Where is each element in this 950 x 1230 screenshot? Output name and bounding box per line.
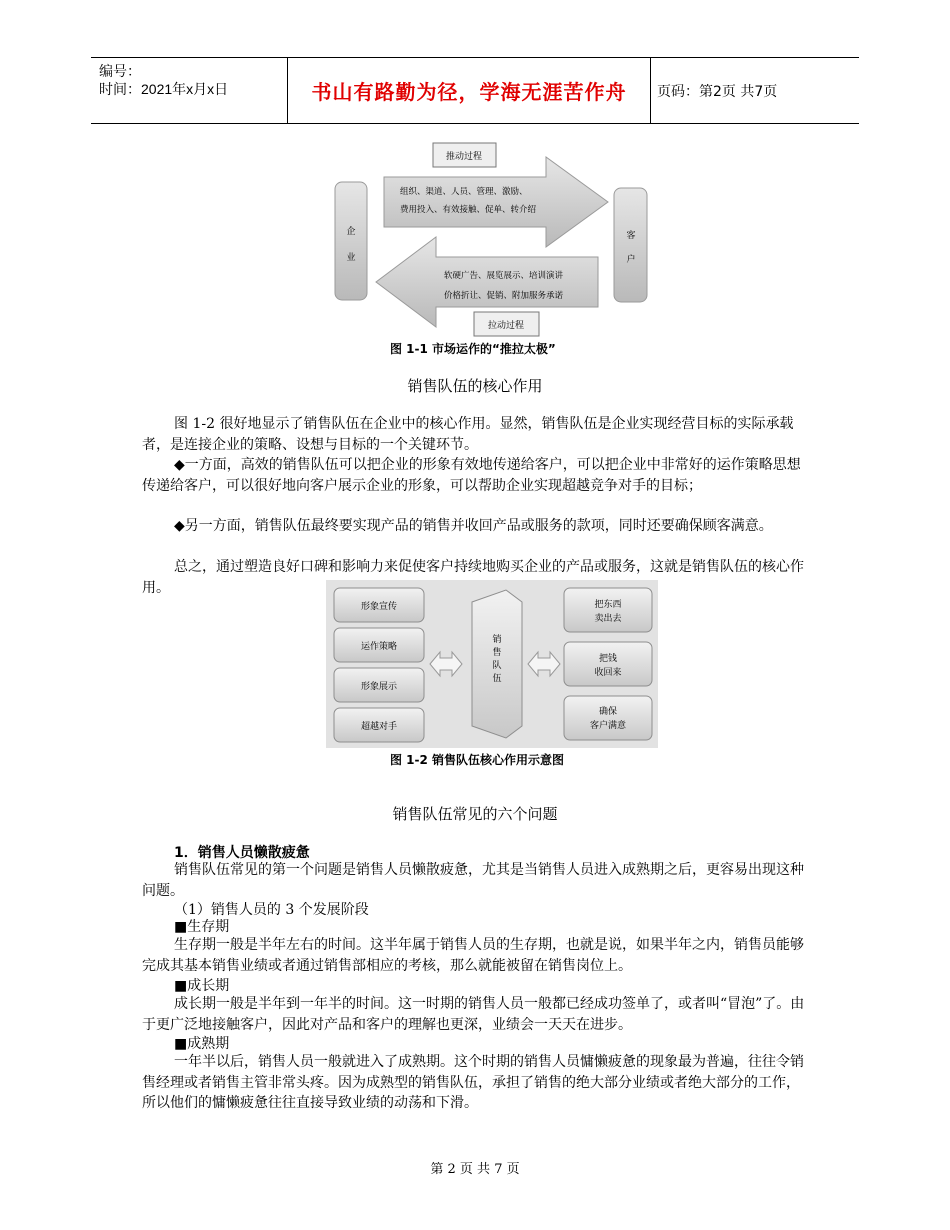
left-box-1 — [334, 588, 424, 622]
header-motto-cell — [287, 58, 651, 123]
section2-paragraph-1: 销售队伍常见的第一个问题是销售人员懒散疲惫，尤其是当销售人员进入成熟期之后，更容易出现这种问题。 — [142, 862, 804, 899]
section2-paragraph-5: 一年半以后，销售人员一般就进入了成熟期。这个时期的销售人员慵懒疲惫的现象最为普遍，往往令销售经理或者销售主管非常头疼。因为成熟型的销售队伍，承担了销售的绝大部分业绩或者绝大部分的工作，所以他们的慵懒疲惫往往直接导致业绩的动荡和下滑。 — [142, 1054, 804, 1111]
section2-paragraph-2: （1）销售人员的 3 个发展阶段 — [174, 902, 369, 918]
date-line: 时间：2021年x月x日 — [99, 81, 229, 97]
svg-text:收回来: 收回来 — [594, 668, 622, 678]
header-meta-cell — [91, 58, 287, 123]
section1-paragraph-1: 图 1-2 很好地显示了销售队伍在企业中的核心作用。显然，销售队伍是企业实现经营目标的实际承载者，是连接企业的策略、设想与目标的一个关键环节。 — [142, 416, 794, 453]
left-box-2 — [334, 628, 424, 662]
pull-line-1: 软硬广告、展览展示、培训演讲 — [444, 271, 564, 281]
section1-paragraph-4: 总之，通过塑造良好口碑和影响力来促使客户持续地购买企业的产品或服务，这就是销售队伍的核心作用。 — [142, 559, 804, 596]
section1-title: 销售队伍的核心作用 — [407, 377, 543, 395]
pull-label: 拉动过程 — [487, 321, 525, 331]
bullet-survival-stage: ■生存期 — [174, 919, 230, 935]
svg-text:卖出去: 卖出去 — [594, 614, 622, 624]
section1-paragraph-3: ◆另一方面，销售队伍最终要实现产品的销售并收回产品或服务的款项，同时还要确保顾客满意。 — [174, 518, 773, 534]
company-pillar — [335, 182, 367, 300]
number-label: 编号： — [99, 63, 141, 79]
section2-paragraph-4: 成长期一般是半年到一年半的时间。这一时期的销售人员一般都已经成功签单了，或者叫“冒泡”了。由于更广泛地接触客户，因此对产品和客户的理解也更深，业绩会一天天在进步。 — [142, 996, 805, 1033]
section2-title: 销售队伍常见的六个问题 — [392, 805, 558, 823]
page-footer: 第 2 页 共 7 页 — [430, 1162, 520, 1177]
company-char-2: 业 — [346, 253, 356, 263]
company-char-1: 企 — [346, 227, 356, 237]
center-char-3: 队 — [492, 661, 502, 671]
bullet-growth-stage: ■成长期 — [174, 978, 230, 994]
bullet-mature-stage: ■成熟期 — [174, 1036, 230, 1052]
svg-text:客户满意: 客户满意 — [589, 721, 627, 731]
section2-heading-1: 1．销售人员懒散疲惫 — [174, 845, 310, 861]
section2-paragraph-3: 生存期一般是半年左右的时间。这半年属于销售人员的生存期，也就是说，如果半年之内，销售员能够完成其基本销售业绩或者通过销售部相应的考核，那么就能被留在销售岗位上。 — [142, 937, 804, 974]
center-char-4: 伍 — [492, 674, 502, 684]
svg-text:形象展示: 形象展示 — [360, 682, 398, 692]
pull-line-2: 价格折让、促销、附加服务承诺 — [444, 291, 564, 301]
push-label: 推动过程 — [445, 152, 483, 162]
document-header — [91, 57, 859, 124]
push-line-2: 费用投入、有效接触、促单、转介绍 — [400, 205, 537, 215]
center-char-1: 销 — [492, 635, 502, 645]
figure1-caption: 图 1-1 市场运作的“推拉太极” — [390, 342, 556, 356]
figure2-caption: 图 1-2 销售队伍核心作用示意图 — [390, 753, 565, 767]
center-char-2: 售 — [492, 648, 502, 658]
svg-text:把东西: 把东西 — [594, 600, 622, 610]
left-box-3 — [334, 668, 424, 702]
figure-sales-team-core — [326, 580, 658, 748]
push-line-1: 组织、渠道、人员、管理、激励、 — [400, 187, 528, 197]
right-box-1 — [564, 588, 652, 632]
customer-char-2: 户 — [626, 255, 636, 265]
svg-text:确保: 确保 — [598, 707, 618, 717]
right-box-3 — [564, 696, 652, 740]
section1-paragraph-2: ◆一方面，高效的销售队伍可以把企业的形象有效地传递给客户，可以把企业中非常好的运作策略思想传递给客户，可以很好地向客户展示企业的形象，可以帮助企业实现超越竞争对手的目标； — [142, 457, 801, 494]
customer-pillar — [614, 188, 647, 302]
svg-text:超越对手: 超越对手 — [360, 722, 398, 732]
header-page-cell — [649, 58, 859, 123]
page-code: 页码：第2页 共7页 — [657, 83, 778, 100]
right-box-2 — [564, 642, 652, 686]
motto: 书山有路勤为径，学海无涯苦作舟 — [311, 80, 627, 104]
svg-text:形象宣传: 形象宣传 — [360, 602, 398, 612]
figure-push-pull — [334, 142, 650, 338]
svg-text:把钱: 把钱 — [598, 654, 618, 664]
svg-text:运作策略: 运作策略 — [360, 642, 398, 652]
push-arrow — [384, 157, 608, 247]
left-box-4 — [334, 708, 424, 742]
customer-char-1: 客 — [626, 231, 636, 241]
